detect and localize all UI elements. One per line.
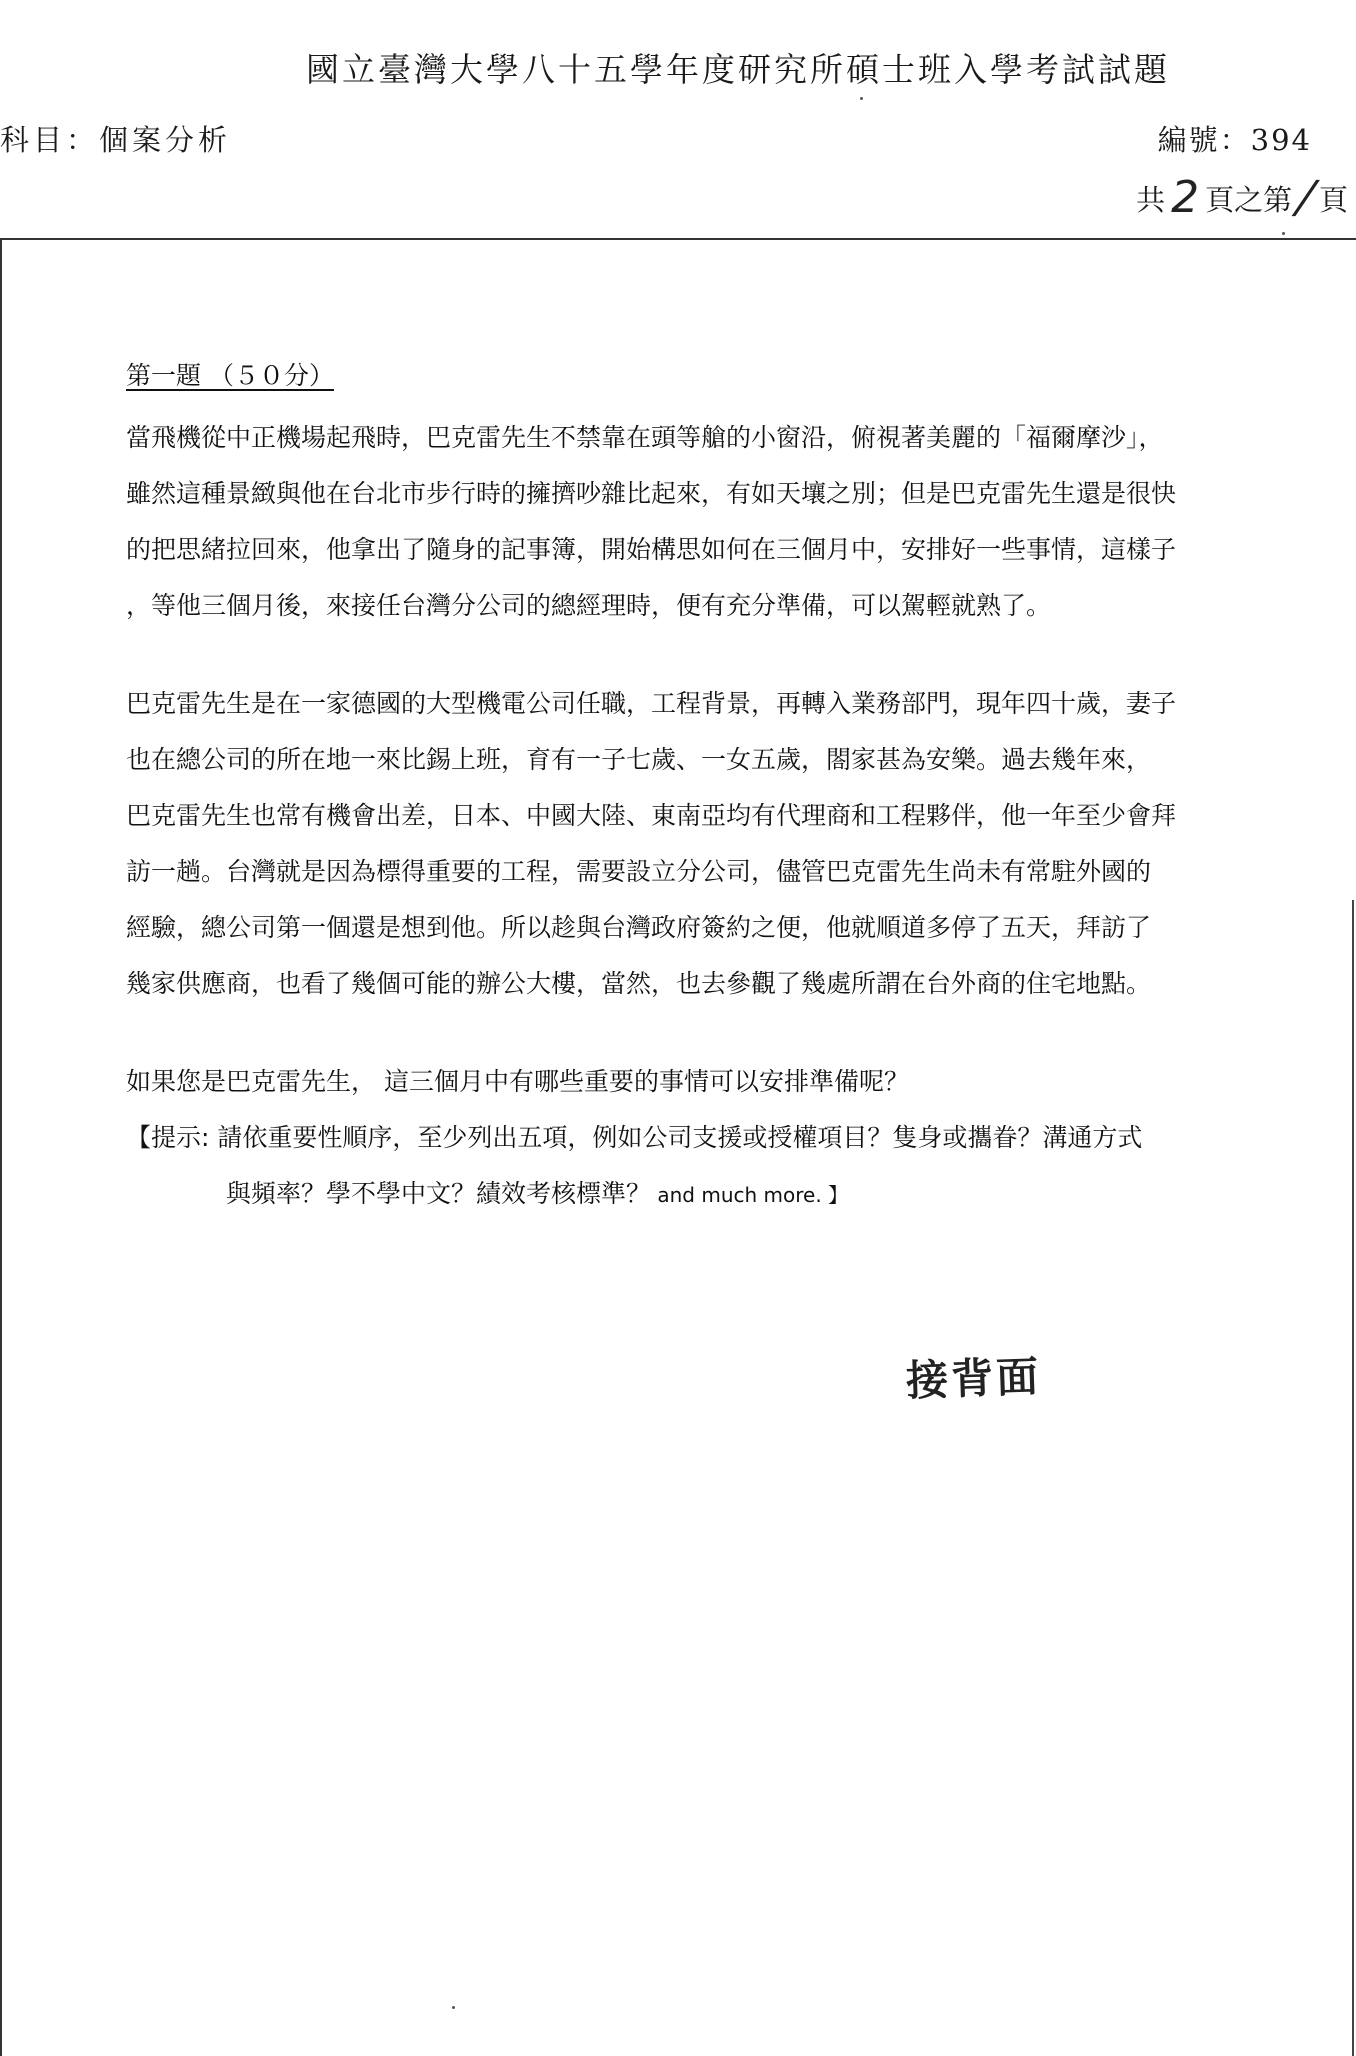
paragraph-line: ，等他三個月後，來接任台灣分公司的總經理時，便有充分準備，可以駕輕就熟了。	[126, 591, 1052, 620]
scan-speck	[452, 2006, 455, 2009]
paragraph-2	[126, 676, 1256, 1012]
exam-title: 國立臺灣大學八十五學年度研究所碩士班入學考試試題	[306, 50, 1170, 89]
page-current: /	[1293, 172, 1318, 223]
page-count-prefix: 共	[1136, 183, 1166, 217]
frame-right-border	[1352, 900, 1354, 2056]
hint-line-2	[126, 1166, 1256, 1222]
scan-speck	[860, 97, 863, 100]
hint-line-2-latin: and much more. 】	[651, 1183, 849, 1207]
paragraph-line: 訪一趟。台灣就是因為標得重要的工程，需要設立分公司，儘管巴克雷先生尚未有常駐外國的	[126, 857, 1152, 886]
subject-label: 科目：個案分析	[0, 123, 232, 157]
question-body	[126, 356, 1256, 1222]
paragraph-line: 經驗，總公司第一個還是想到他。所以趁與台灣政府簽約之便，他就順道多停了五天，拜訪了	[126, 913, 1152, 942]
page-count-suffix: 頁	[1318, 183, 1348, 217]
paragraph-line: 巴克雷先生也常有機會出差，日本、中國大陸、東南亞均有代理商和工程夥伴，他一年至少會拜	[126, 801, 1177, 830]
frame-left-border	[0, 238, 2, 2056]
page-count-middle: 頁之第	[1205, 183, 1293, 217]
frame-top-border	[0, 238, 1356, 240]
continue-on-back-note: 接背面	[905, 1351, 1042, 1406]
question-heading: 第一題 （５０分）	[126, 361, 334, 390]
scan-speck	[1282, 232, 1285, 235]
paragraph-line: 也在總公司的所在地一來比錫上班，育有一子七歲、一女五歲，閤家甚為安樂。過去幾年來，	[126, 745, 1152, 774]
paragraph-line: 的把思緒拉回來，他拿出了隨身的記事簿，開始構思如何在三個月中，安排好一些事情，這樣子	[126, 535, 1177, 564]
hint-line-1: 【提示: 請依重要性順序，至少列出五項，例如公司支援或授權項目？隻身或攜眷？溝通方式	[126, 1123, 1143, 1152]
page-total: 2	[1171, 172, 1200, 223]
question-prompt: 如果您是巴克雷先生， 這三個月中有哪些重要的事情可以安排準備呢？	[126, 1067, 909, 1096]
paragraph-gap	[126, 1012, 1256, 1054]
paragraph-1	[126, 410, 1256, 634]
paragraph-line: 雖然這種景緻與他在台北市步行時的擁擠吵雜比起來，有如天壤之別；但是巴克雷先生還是很快	[126, 479, 1177, 508]
paragraph-line: 巴克雷先生是在一家德國的大型機電公司任職，工程背景，再轉入業務部門，現年四十歲，妻子	[126, 689, 1177, 718]
exam-code: 編號：394	[1157, 123, 1312, 157]
paragraph-line: 當飛機從中正機場起飛時，巴克雷先生不禁靠在頭等艙的小窗沿，俯視著美麗的「福爾摩沙」，	[126, 423, 1164, 452]
hint-line-2-cjk: 與頻率？學不學中文？績效考核標準？	[226, 1179, 652, 1208]
paragraph-line: 幾家供應商，也看了幾個可能的辦公大樓，當然，也去參觀了幾處所謂在台外商的住宅地點。	[126, 969, 1152, 998]
paragraph-gap	[126, 634, 1256, 676]
page-count	[1136, 172, 1348, 223]
